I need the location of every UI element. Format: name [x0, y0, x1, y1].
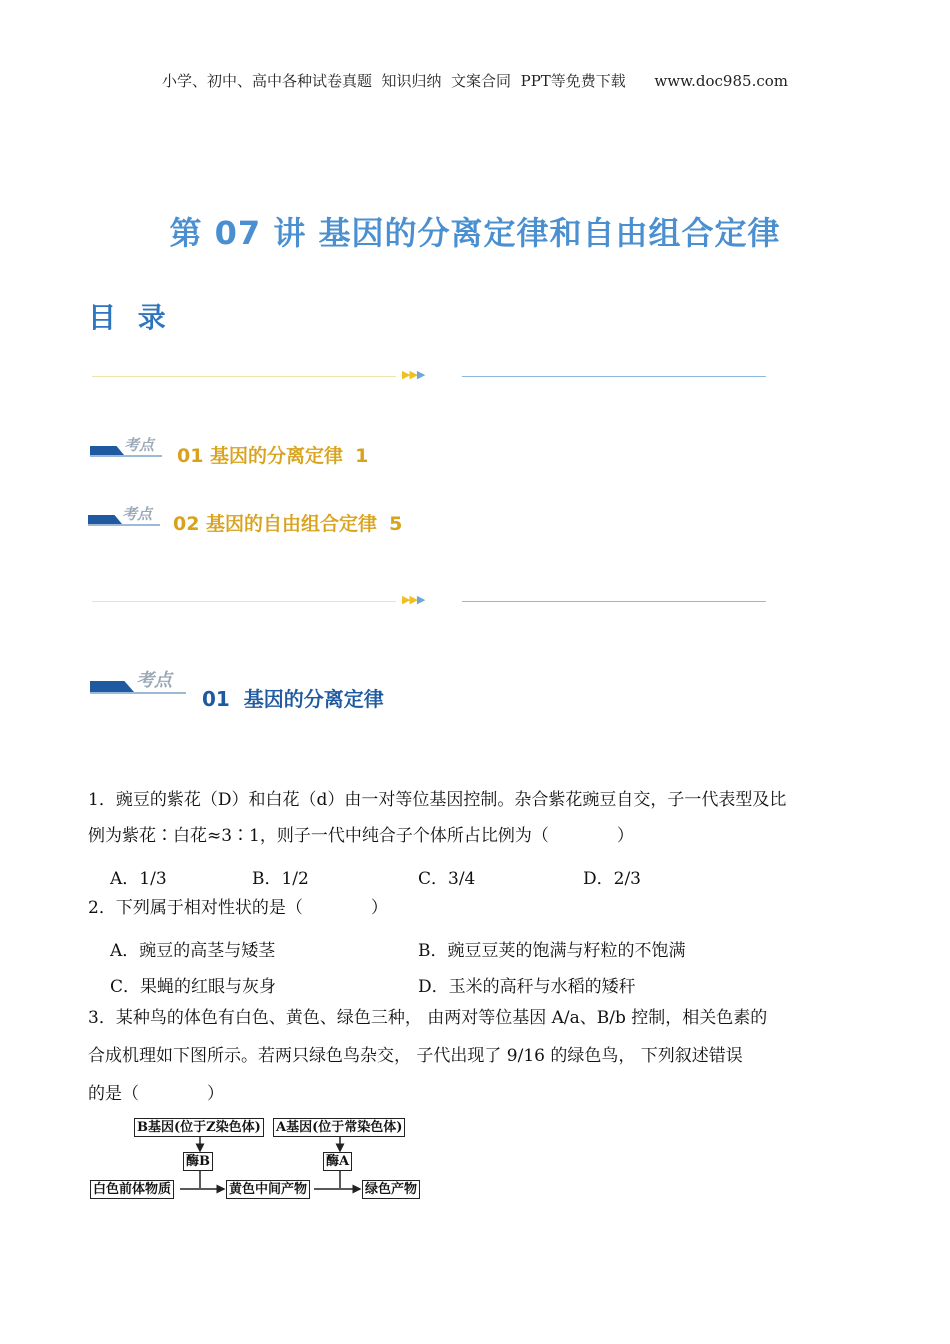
- option: B．豌豆豆荚的饱满与籽粒的不饱满: [418, 941, 686, 961]
- option: C．果蝇的红眼与灰身: [110, 977, 277, 997]
- toc-item-2[interactable]: [173, 509, 402, 536]
- section-title: 01 基因的分离定律: [202, 687, 384, 711]
- toc-item-label: 02 基因的自由组合定律: [173, 513, 378, 535]
- divider: ▶▶▶: [92, 372, 766, 382]
- option: A．豌豆的高茎与矮茎: [110, 941, 276, 961]
- kaodian-badge-icon: 考点: [90, 673, 186, 695]
- kaodian-badge-icon: 考点: [88, 505, 160, 527]
- toc-item-1[interactable]: [177, 441, 368, 468]
- question-1-line-1: 1．豌豆的紫花（D）和白花（d）由一对等位基因控制。杂合紫花豌豆自交，子一代表型及比: [88, 790, 787, 810]
- toc-item-page: 5: [389, 513, 403, 535]
- toc-heading: 目 录: [88, 301, 172, 334]
- page-header: 小学、初中、高中各种试卷真题 知识归纳 文案合同 PPT等免费下载 www.doc985.com: [161, 72, 788, 90]
- divider: ▶▶▶: [92, 597, 766, 607]
- enzyme-a-box: 酶A: [323, 1152, 352, 1171]
- option: A．1/3: [110, 869, 167, 889]
- white-precursor-box: 白色前体物质: [90, 1180, 174, 1199]
- pigment-pathway-diagram: [90, 1115, 430, 1205]
- question-3-line-3: 的是（ ）: [88, 1084, 224, 1104]
- question-1-line-2: 例为紫花∶白花≈3∶1，则子一代中纯合子个体所占比例为（ ）: [88, 826, 634, 846]
- toc-item-label: 01 基因的分离定律: [177, 445, 344, 467]
- option: C．3/4: [418, 869, 476, 889]
- page-title: 第 07 讲 基因的分离定律和自由组合定律: [169, 214, 781, 252]
- option: D．2/3: [583, 869, 641, 889]
- enzyme-b-box: 酶B: [183, 1152, 213, 1171]
- question-3-line-1: 3．某种鸟的体色有白色、黄色、绿色三种， 由两对等位基因 A/a、B/b 控制，相关色素的: [88, 1008, 768, 1028]
- question-3-line-2: 合成机理如下图所示。若两只绿色鸟杂交， 子代出现了 9/16 的绿色鸟， 下列叙述错误: [88, 1046, 743, 1066]
- option: D．玉米的高秆与水稻的矮秆: [418, 977, 636, 997]
- option: B．1/2: [252, 869, 309, 889]
- gene-b-box: B基因(位于Z染色体): [134, 1118, 264, 1137]
- yellow-intermediate-box: 黄色中间产物: [226, 1180, 310, 1199]
- gene-a-box: A基因(位于常染色体): [273, 1118, 405, 1137]
- kaodian-badge-icon: 考点: [90, 436, 162, 458]
- green-product-box: 绿色产物: [362, 1180, 420, 1199]
- question-2-line-1: 2．下列属于相对性状的是（ ）: [88, 898, 388, 918]
- toc-item-page: 1: [355, 445, 369, 467]
